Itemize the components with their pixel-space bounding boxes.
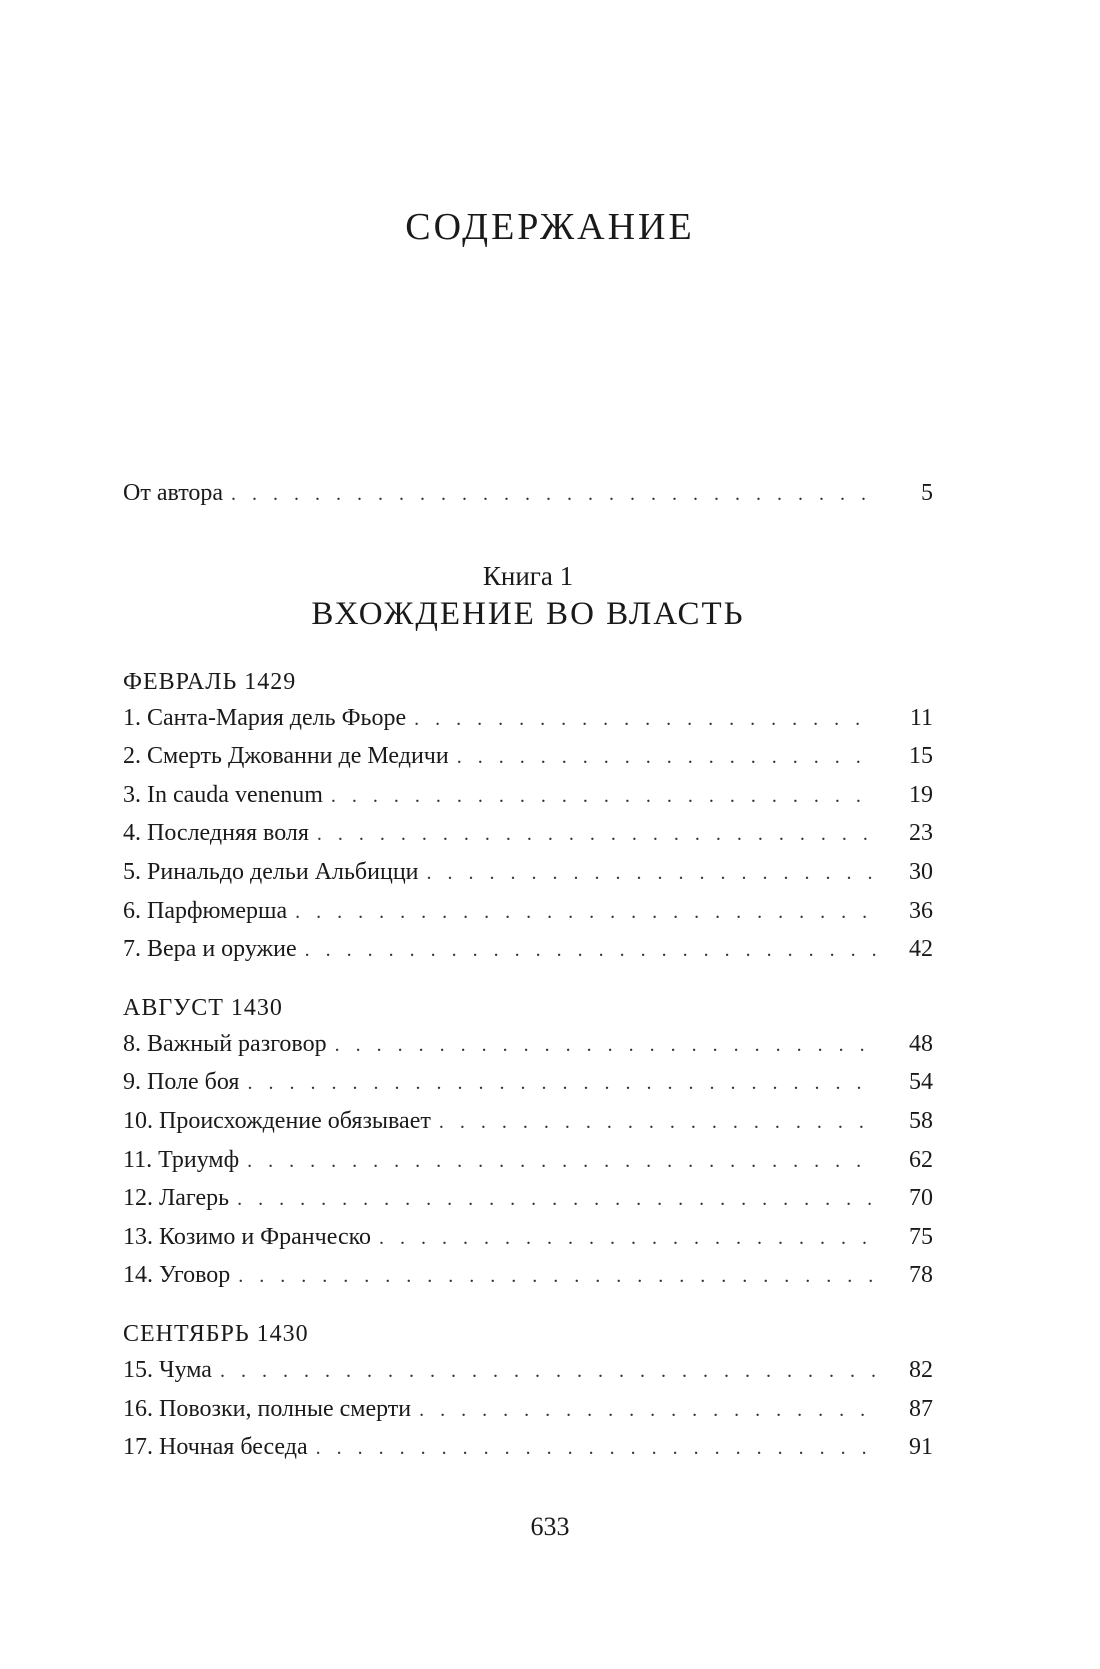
section-heading: СЕНТЯБРЬ 1430 [123, 1320, 309, 1347]
toc-entry-label: 9. Поле боя [123, 1069, 240, 1096]
dot-leader [305, 939, 877, 962]
toc-entry [123, 898, 933, 937]
toc-entry-label: 17. Ночная беседа [123, 1434, 308, 1461]
toc-entry [123, 1185, 933, 1224]
toc-entry-label: 2. Смерть Джованни де Медичи [123, 743, 449, 770]
toc-entry [123, 936, 933, 975]
toc-entry [123, 1224, 933, 1263]
toc-entry [123, 1031, 933, 1070]
toc-entry [123, 859, 933, 898]
toc-entry-page: 30 [909, 858, 933, 885]
toc-entry [123, 743, 933, 782]
dot-leader [331, 785, 877, 808]
toc-section [123, 659, 933, 975]
dot-leader [247, 1072, 877, 1095]
toc-entry-page: 70 [909, 1185, 933, 1212]
toc-entry-page: 23 [909, 820, 933, 847]
dot-leader [220, 1360, 877, 1383]
dot-leader [317, 823, 877, 846]
toc-section [123, 985, 933, 1301]
toc-section [123, 1311, 933, 1473]
toc-entry-label: 5. Ринальдо дельи Альбицци [123, 858, 419, 885]
dot-leader [316, 1437, 877, 1460]
dot-leader [237, 1188, 877, 1211]
toc-entry-label: 6. Парфюмерша [123, 897, 288, 924]
dot-leader [295, 901, 877, 924]
toc-entry [123, 1147, 933, 1186]
toc-entry [123, 1434, 933, 1473]
dot-leader [335, 1034, 877, 1057]
dot-leader [238, 1265, 877, 1288]
table-of-contents [123, 480, 933, 1483]
toc-entry-label: 14. Уговор [123, 1262, 231, 1289]
dot-leader [427, 862, 878, 885]
toc-entry-label: 11. Триумф [123, 1146, 240, 1173]
toc-entry-page: 19 [909, 781, 933, 808]
toc-entry-page: 62 [909, 1146, 933, 1173]
dot-leader [439, 1111, 877, 1134]
page-number: 633 [530, 1512, 570, 1541]
toc-entry [123, 1357, 933, 1396]
toc-entry-label: 8. Важный разговор [123, 1030, 327, 1057]
book-number: Книга 1 [482, 560, 574, 591]
toc-entry-preface [123, 480, 933, 519]
toc-entry-page: 48 [909, 1030, 933, 1057]
toc-entry-page: 15 [909, 743, 933, 770]
dot-leader [247, 1150, 877, 1173]
dot-leader [231, 483, 877, 506]
toc-entry-page: 78 [909, 1262, 933, 1289]
dot-leader [414, 708, 877, 731]
toc-entry-label: 16. Повозки, полные смерти [123, 1395, 412, 1422]
toc-entry-label: 15. Чума [123, 1356, 212, 1383]
toc-entry-page: 42 [909, 936, 933, 963]
book-title: ВХОЖДЕНИЕ ВО ВЛАСТЬ [311, 595, 745, 632]
toc-entry [123, 705, 933, 744]
toc-entry-label: 10. Происхождение обязывает [123, 1107, 431, 1134]
toc-entry-page: 54 [909, 1069, 933, 1096]
dot-leader [379, 1227, 877, 1250]
toc-entry-page: 75 [909, 1223, 933, 1250]
section-heading: АВГУСТ 1430 [123, 994, 283, 1021]
toc-entry-label: 12. Лагерь [123, 1185, 230, 1212]
toc-entry [123, 820, 933, 859]
toc-entry-page: 82 [909, 1356, 933, 1383]
toc-entry-label: От автора [123, 480, 224, 506]
toc-entry-label: 7. Вера и оружие [123, 936, 297, 963]
dot-leader [419, 1399, 877, 1422]
dot-leader [457, 746, 877, 769]
toc-entry-page: 91 [909, 1434, 933, 1461]
toc-entry [123, 782, 933, 821]
toc-entry-page: 36 [909, 897, 933, 924]
toc-entry [123, 1108, 933, 1147]
toc-entry [123, 1262, 933, 1301]
toc-entry [123, 1069, 933, 1108]
section-heading: ФЕВРАЛЬ 1429 [123, 668, 297, 695]
toc-entry [123, 1396, 933, 1435]
page-title: СОДЕРЖАНИЕ [405, 206, 695, 248]
toc-entry-page: 5 [921, 480, 933, 506]
toc-entry-label: 3. In cauda venenum [123, 781, 323, 808]
toc-entry-label: 13. Козимо и Франческо [123, 1223, 372, 1250]
book-heading [123, 559, 933, 635]
toc-entry-page: 11 [909, 704, 933, 731]
toc-entry-page: 87 [909, 1395, 933, 1422]
toc-entry-label: 4. Последняя воля [123, 820, 309, 847]
toc-entry-label: 1. Санта-Мария дель Фьоре [123, 704, 407, 731]
toc-entry-page: 58 [909, 1107, 933, 1134]
